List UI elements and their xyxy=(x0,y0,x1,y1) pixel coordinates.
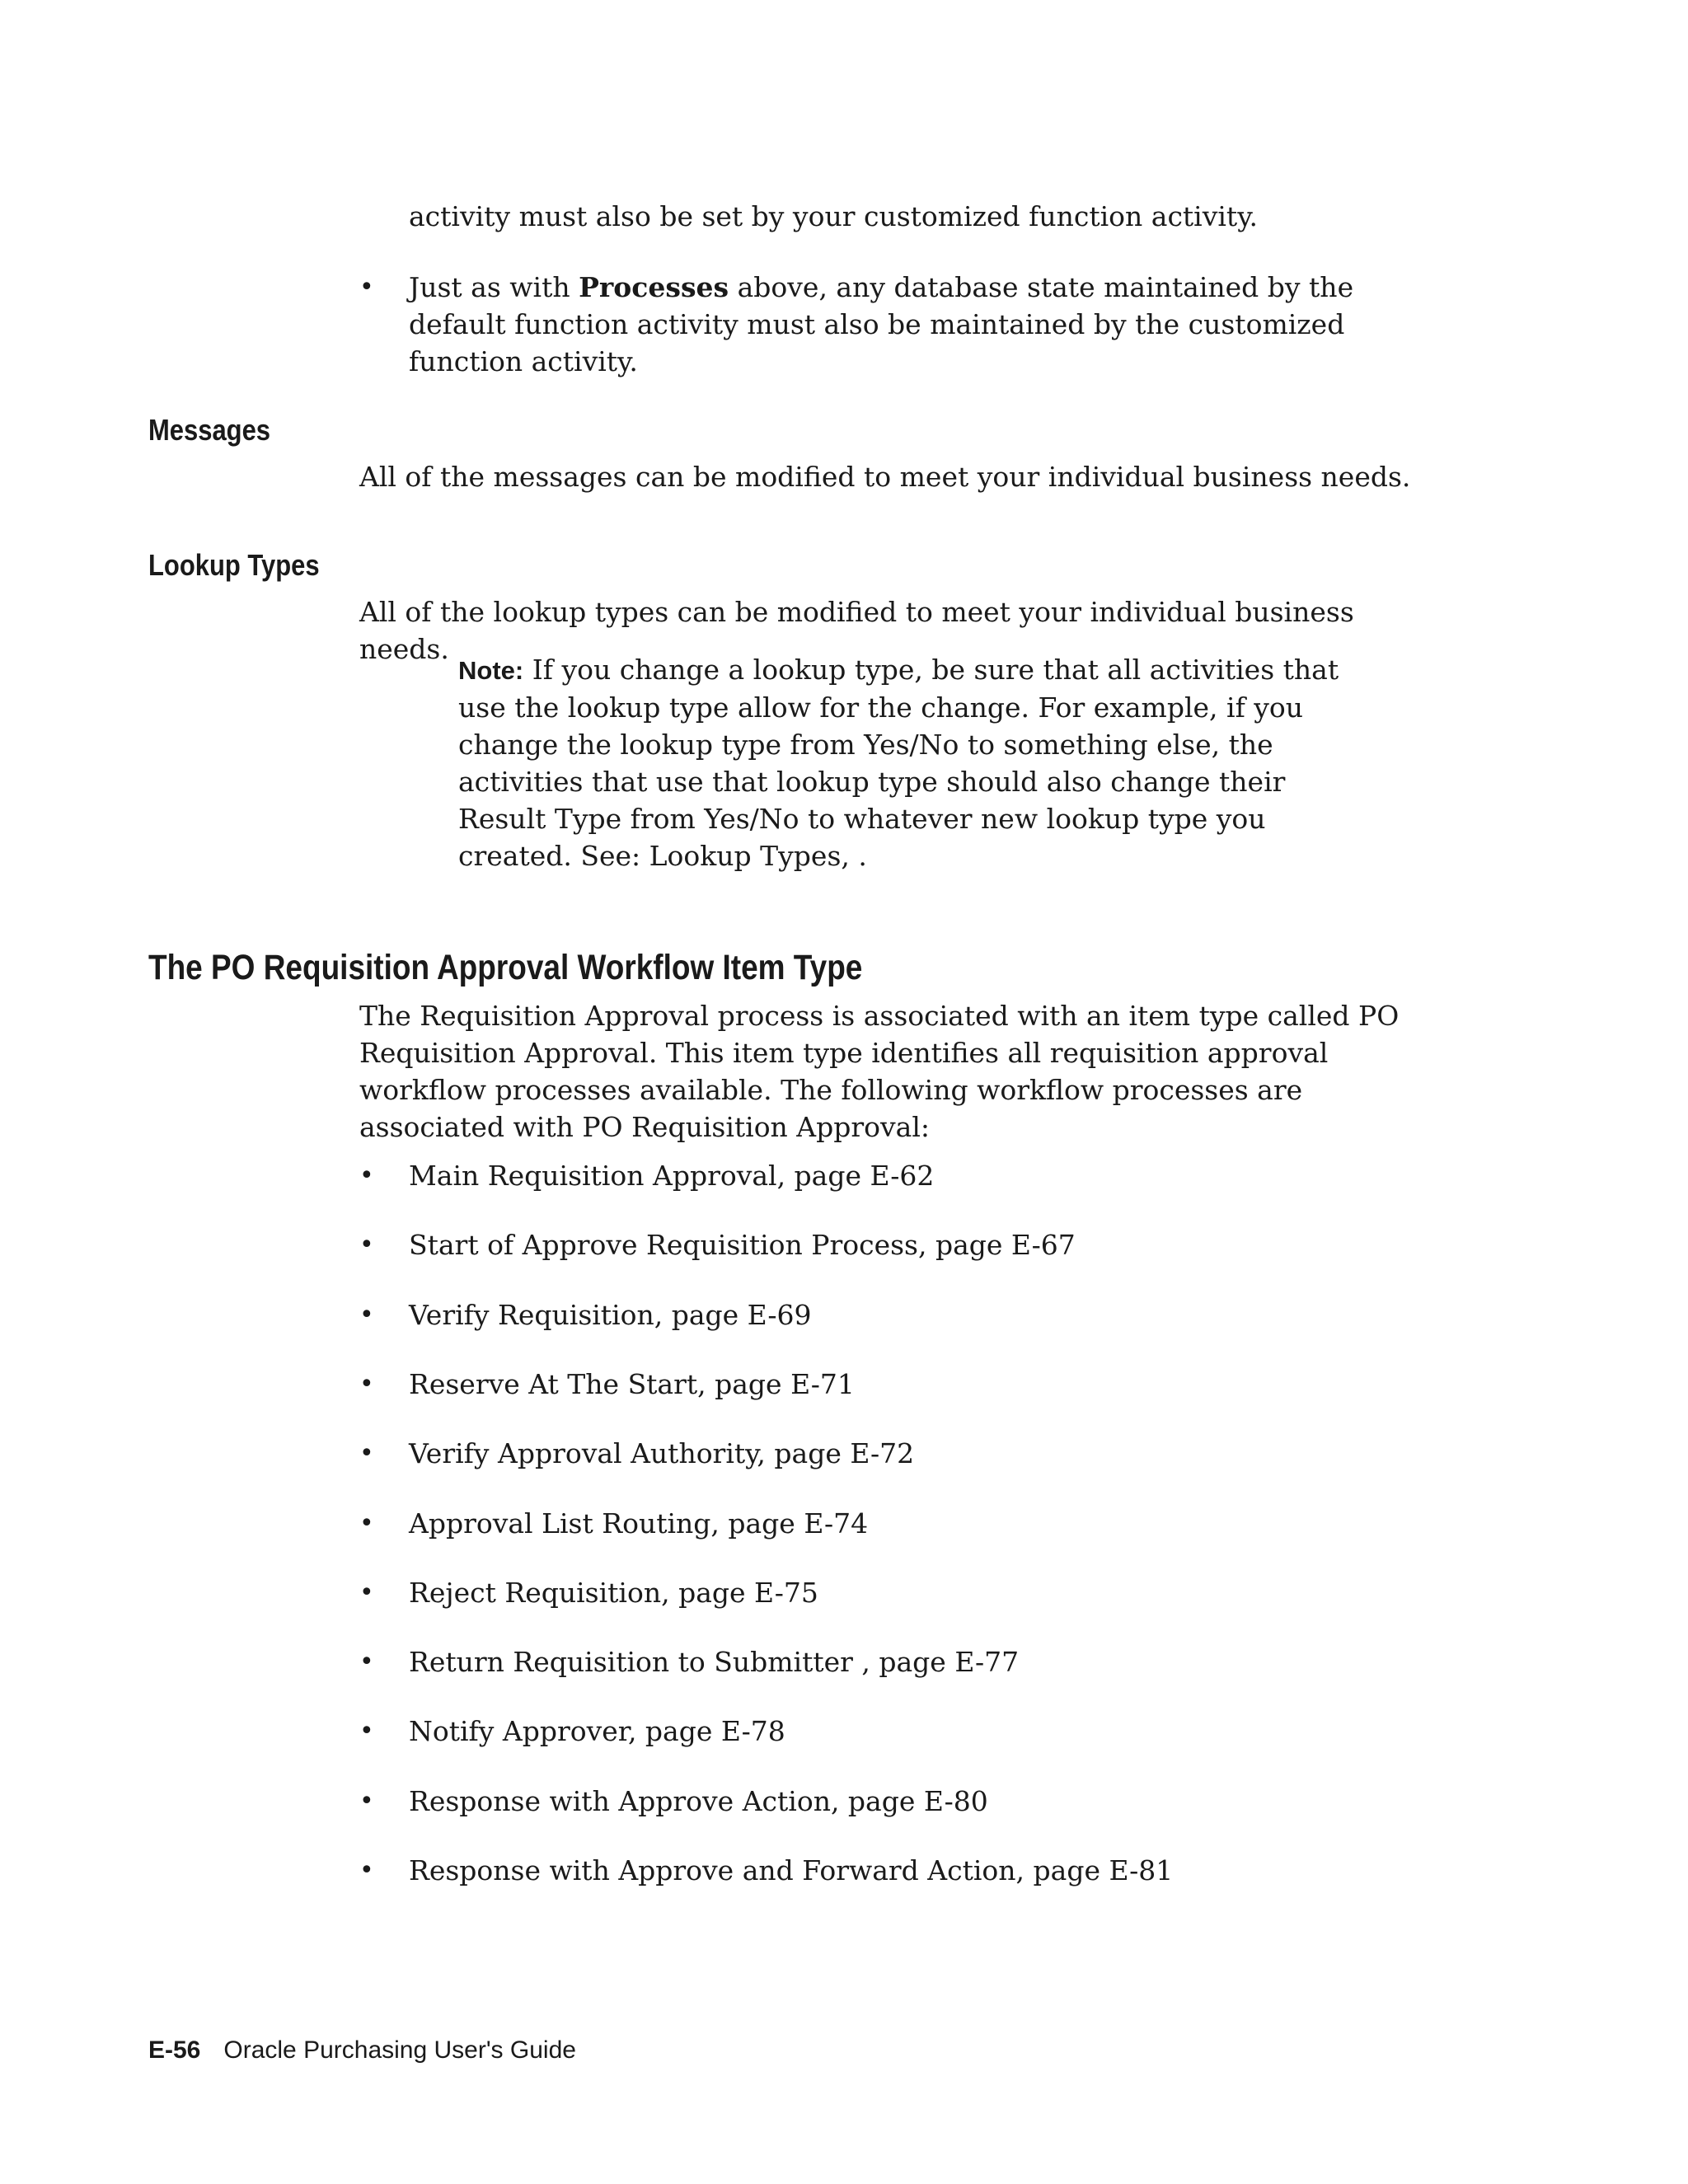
bullet-icon: • xyxy=(359,1509,374,1538)
process-list-item xyxy=(359,1157,1447,1194)
messages-heading: Messages xyxy=(148,413,271,447)
page-footer xyxy=(148,2036,576,2065)
process-list-item xyxy=(359,1574,1447,1611)
bullet-icon: • xyxy=(359,1578,374,1607)
list-item-text xyxy=(409,269,1447,380)
process-list-item-text: Verify Requisition, page E-69 xyxy=(409,1299,812,1331)
process-list-item-text: Response with Approve Action, page E-80 xyxy=(409,1785,988,1817)
process-list-item xyxy=(359,1505,1447,1542)
list-item-suffix: above, any database state maintained by the default function activity must also be maintained by the customized function activity. xyxy=(409,271,1354,377)
process-list-item-text: Start of Approve Requisition Process, page E-67 xyxy=(409,1229,1076,1261)
process-list-item xyxy=(359,1713,1447,1750)
section-body: The Requisition Approval process is associated with an item type called PO Requisition Approval. This item type identifies all requisition approval workflow processes available. The following workflow processes are associated with PO Requisition Approval: xyxy=(359,1000,1400,1143)
page-number: E-56 xyxy=(148,2036,201,2064)
bullet-icon: • xyxy=(359,273,374,302)
list-item-prefix: Just as with xyxy=(409,271,579,303)
bullet-icon: • xyxy=(359,1439,374,1468)
process-list-item xyxy=(359,1226,1447,1263)
process-list-item xyxy=(359,1852,1447,1889)
bullet-icon: • xyxy=(359,1647,374,1676)
list-item xyxy=(359,269,1447,380)
note-label: Note: xyxy=(458,656,524,685)
process-list-item-text: Notify Approver, page E-78 xyxy=(409,1715,785,1747)
bullet-icon: • xyxy=(359,1230,374,1259)
process-list-item xyxy=(359,1366,1447,1403)
process-list-item xyxy=(359,1296,1447,1333)
process-list-item-text: Return Requisition to Submitter , page E-77 xyxy=(409,1646,1020,1678)
process-list-item-text: Verify Approval Authority, page E-72 xyxy=(409,1437,915,1469)
process-list-item xyxy=(359,1435,1447,1472)
bullet-icon: • xyxy=(359,1301,374,1329)
bullet-icon: • xyxy=(359,1856,374,1885)
note-block xyxy=(458,651,1365,874)
bullet-icon: • xyxy=(359,1717,374,1746)
process-list-item-text: Reserve At The Start, page E-71 xyxy=(409,1368,855,1400)
book-title: Oracle Purchasing User's Guide xyxy=(223,2036,576,2064)
lookup-types-heading: Lookup Types xyxy=(148,548,320,582)
process-list-item xyxy=(359,1783,1447,1820)
note-text: If you change a lookup type, be sure that all activities that use the lookup type allow for the change. For example, if you change the lookup type from Yes/No to something else, the activities that use that lookup type should also change their Result Type from Yes/No to whatever new lookup type you created. See: Lookup Types, . xyxy=(458,654,1339,872)
bullet-icon: • xyxy=(359,1161,374,1190)
intro-continuation-text: activity must also be set by your customized function activity. xyxy=(409,200,1258,232)
list-item-bold-term: Processes xyxy=(579,271,729,303)
process-list-item-text: Response with Approve and Forward Action, page E-81 xyxy=(409,1854,1174,1886)
messages-body: All of the messages can be modified to meet your individual business needs. xyxy=(359,461,1411,493)
lookup-types-body: All of the lookup types can be modified to meet your individual business needs. xyxy=(359,596,1354,665)
process-list-item-text: Reject Requisition, page E-75 xyxy=(409,1577,818,1609)
process-list-item xyxy=(359,1643,1447,1680)
process-list-item-text: Main Requisition Approval, page E-62 xyxy=(409,1160,935,1192)
section-heading: The PO Requisition Approval Workflow Item Type xyxy=(148,948,863,987)
bullet-icon: • xyxy=(359,1370,374,1399)
bullet-icon: • xyxy=(359,1787,374,1816)
process-list-item-text: Approval List Routing, page E-74 xyxy=(409,1507,869,1540)
